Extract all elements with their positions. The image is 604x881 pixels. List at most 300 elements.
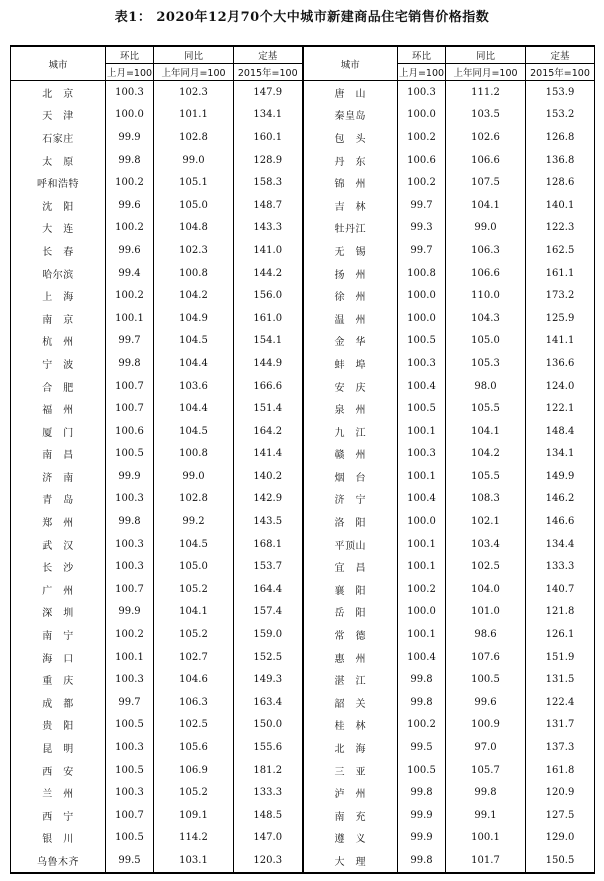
table-row xyxy=(11,601,595,624)
right-mom-cell: 99.5 xyxy=(398,736,446,759)
table-row xyxy=(11,81,595,104)
right-city-cell: 无 锡 xyxy=(303,239,398,262)
left-city-cell: 长 沙 xyxy=(11,555,106,578)
left-base-cell: 120.3 xyxy=(234,849,303,873)
table-row xyxy=(11,646,595,669)
right-yoy-cell: 106.6 xyxy=(446,149,526,172)
right-city-cell: 锦 州 xyxy=(303,171,398,194)
left-yoy-cell: 102.7 xyxy=(154,646,234,669)
left-mom-cell: 99.6 xyxy=(106,194,154,217)
right-mom-cell: 100.2 xyxy=(398,126,446,149)
left-yoy-cell: 104.5 xyxy=(154,330,234,353)
right-yoy-cell: 104.0 xyxy=(446,578,526,601)
right-yoy-cell: 100.5 xyxy=(446,668,526,691)
left-mom-cell: 100.5 xyxy=(106,827,154,850)
right-base-cell: 129.0 xyxy=(526,827,595,850)
left-city-cell: 太 原 xyxy=(11,149,106,172)
yoy-header-right: 同比 xyxy=(446,46,526,64)
left-city-cell: 福 州 xyxy=(11,397,106,420)
left-base-cell: 143.5 xyxy=(234,510,303,533)
right-base-cell: 137.3 xyxy=(526,736,595,759)
left-mom-cell: 99.6 xyxy=(106,239,154,262)
right-base-cell: 146.2 xyxy=(526,488,595,511)
table-row xyxy=(11,443,595,466)
right-base-cell: 131.5 xyxy=(526,668,595,691)
left-yoy-cell: 105.2 xyxy=(154,623,234,646)
right-base-cell: 122.4 xyxy=(526,691,595,714)
left-mom-cell: 100.7 xyxy=(106,375,154,398)
right-base-cell: 126.1 xyxy=(526,623,595,646)
right-yoy-cell: 104.2 xyxy=(446,443,526,466)
right-mom-cell: 99.3 xyxy=(398,217,446,240)
table-row xyxy=(11,104,595,127)
right-mom-cell: 100.5 xyxy=(398,759,446,782)
left-base-cell: 155.6 xyxy=(234,736,303,759)
right-base-cell: 122.3 xyxy=(526,217,595,240)
left-yoy-cell: 104.9 xyxy=(154,307,234,330)
left-base-cell: 153.7 xyxy=(234,555,303,578)
right-city-cell: 蚌 埠 xyxy=(303,352,398,375)
left-base-cell: 143.3 xyxy=(234,217,303,240)
left-city-cell: 宁 波 xyxy=(11,352,106,375)
right-yoy-cell: 99.6 xyxy=(446,691,526,714)
left-yoy-cell: 103.6 xyxy=(154,375,234,398)
right-yoy-cell: 99.1 xyxy=(446,804,526,827)
left-city-cell: 呼和浩特 xyxy=(11,171,106,194)
right-mom-cell: 100.0 xyxy=(398,307,446,330)
left-base-cell: 148.5 xyxy=(234,804,303,827)
right-mom-cell: 100.4 xyxy=(398,375,446,398)
right-base-cell: 162.5 xyxy=(526,239,595,262)
right-base-cell: 149.9 xyxy=(526,465,595,488)
right-base-cell: 120.9 xyxy=(526,781,595,804)
left-city-cell: 成 都 xyxy=(11,691,106,714)
left-mom-cell: 100.5 xyxy=(106,759,154,782)
left-city-cell: 郑 州 xyxy=(11,510,106,533)
right-mom-cell: 99.8 xyxy=(398,691,446,714)
right-base-cell: 151.9 xyxy=(526,646,595,669)
left-mom-cell: 100.3 xyxy=(106,781,154,804)
right-mom-cell: 100.3 xyxy=(398,352,446,375)
mom-subheader-left: 上月=100 xyxy=(106,64,154,81)
left-base-cell: 159.0 xyxy=(234,623,303,646)
right-yoy-cell: 105.7 xyxy=(446,759,526,782)
left-city-cell: 乌鲁木齐 xyxy=(11,849,106,873)
left-base-cell: 163.4 xyxy=(234,691,303,714)
right-city-cell: 济 宁 xyxy=(303,488,398,511)
right-city-cell: 北 海 xyxy=(303,736,398,759)
right-city-cell: 湛 江 xyxy=(303,668,398,691)
table-row xyxy=(11,510,595,533)
right-yoy-cell: 103.4 xyxy=(446,533,526,556)
left-base-cell: 128.9 xyxy=(234,149,303,172)
left-mom-cell: 100.3 xyxy=(106,81,154,104)
left-base-cell: 156.0 xyxy=(234,284,303,307)
right-base-cell: 124.0 xyxy=(526,375,595,398)
left-city-cell: 青 岛 xyxy=(11,488,106,511)
right-base-cell: 128.6 xyxy=(526,171,595,194)
right-mom-cell: 100.0 xyxy=(398,601,446,624)
right-base-cell: 140.7 xyxy=(526,578,595,601)
left-base-cell: 133.3 xyxy=(234,781,303,804)
right-city-cell: 牡丹江 xyxy=(303,217,398,240)
left-mom-cell: 100.0 xyxy=(106,104,154,127)
right-city-cell: 九 江 xyxy=(303,420,398,443)
right-yoy-cell: 101.7 xyxy=(446,849,526,873)
left-mom-cell: 99.5 xyxy=(106,849,154,873)
left-yoy-cell: 106.9 xyxy=(154,759,234,782)
left-mom-cell: 100.6 xyxy=(106,420,154,443)
left-yoy-cell: 104.6 xyxy=(154,668,234,691)
left-mom-cell: 99.8 xyxy=(106,352,154,375)
left-city-cell: 杭 州 xyxy=(11,330,106,353)
right-base-cell: 161.8 xyxy=(526,759,595,782)
base-header-left: 定基 xyxy=(234,46,303,64)
right-city-cell: 烟 台 xyxy=(303,465,398,488)
left-yoy-cell: 105.6 xyxy=(154,736,234,759)
left-yoy-cell: 104.8 xyxy=(154,217,234,240)
right-city-cell: 唐 山 xyxy=(303,81,398,104)
left-base-cell: 141.4 xyxy=(234,443,303,466)
table-row xyxy=(11,149,595,172)
right-mom-cell: 99.7 xyxy=(398,239,446,262)
right-city-cell: 扬 州 xyxy=(303,262,398,285)
city-header-left: 城市 xyxy=(11,46,106,81)
mom-header-right: 环比 xyxy=(398,46,446,64)
right-mom-cell: 100.4 xyxy=(398,488,446,511)
left-yoy-cell: 104.5 xyxy=(154,420,234,443)
left-mom-cell: 100.1 xyxy=(106,307,154,330)
right-mom-cell: 99.8 xyxy=(398,668,446,691)
left-yoy-cell: 102.5 xyxy=(154,714,234,737)
left-yoy-cell: 105.0 xyxy=(154,194,234,217)
left-city-cell: 重 庆 xyxy=(11,668,106,691)
right-city-cell: 安 庆 xyxy=(303,375,398,398)
left-yoy-cell: 106.3 xyxy=(154,691,234,714)
table-row xyxy=(11,262,595,285)
left-mom-cell: 100.5 xyxy=(106,443,154,466)
table-row xyxy=(11,714,595,737)
right-city-cell: 韶 关 xyxy=(303,691,398,714)
table-row xyxy=(11,827,595,850)
right-city-cell: 遵 义 xyxy=(303,827,398,850)
left-yoy-cell: 105.2 xyxy=(154,781,234,804)
right-yoy-cell: 101.0 xyxy=(446,601,526,624)
table-row xyxy=(11,171,595,194)
right-base-cell: 126.8 xyxy=(526,126,595,149)
left-city-cell: 贵 阳 xyxy=(11,714,106,737)
left-mom-cell: 100.3 xyxy=(106,488,154,511)
right-base-cell: 121.8 xyxy=(526,601,595,624)
right-mom-cell: 100.1 xyxy=(398,555,446,578)
right-mom-cell: 100.0 xyxy=(398,284,446,307)
left-mom-cell: 99.8 xyxy=(106,149,154,172)
right-city-cell: 秦皇岛 xyxy=(303,104,398,127)
right-city-cell: 泉 州 xyxy=(303,397,398,420)
right-base-cell: 134.1 xyxy=(526,443,595,466)
left-mom-cell: 99.7 xyxy=(106,330,154,353)
right-yoy-cell: 102.5 xyxy=(446,555,526,578)
right-mom-cell: 100.1 xyxy=(398,465,446,488)
right-base-cell: 127.5 xyxy=(526,804,595,827)
left-yoy-cell: 104.5 xyxy=(154,533,234,556)
right-yoy-cell: 105.5 xyxy=(446,465,526,488)
right-yoy-cell: 105.5 xyxy=(446,397,526,420)
left-base-cell: 150.0 xyxy=(234,714,303,737)
left-mom-cell: 99.7 xyxy=(106,691,154,714)
left-base-cell: 160.1 xyxy=(234,126,303,149)
left-city-cell: 西 宁 xyxy=(11,804,106,827)
left-mom-cell: 100.5 xyxy=(106,714,154,737)
left-yoy-cell: 102.8 xyxy=(154,488,234,511)
left-yoy-cell: 99.0 xyxy=(154,465,234,488)
left-base-cell: 151.4 xyxy=(234,397,303,420)
right-base-cell: 122.1 xyxy=(526,397,595,420)
table-row xyxy=(11,533,595,556)
left-base-cell: 164.2 xyxy=(234,420,303,443)
table-row xyxy=(11,397,595,420)
table-row xyxy=(11,804,595,827)
left-base-cell: 158.3 xyxy=(234,171,303,194)
right-mom-cell: 99.9 xyxy=(398,804,446,827)
right-yoy-cell: 100.9 xyxy=(446,714,526,737)
right-mom-cell: 100.3 xyxy=(398,81,446,104)
right-yoy-cell: 97.0 xyxy=(446,736,526,759)
left-base-cell: 140.2 xyxy=(234,465,303,488)
right-mom-cell: 99.8 xyxy=(398,781,446,804)
left-mom-cell: 100.2 xyxy=(106,217,154,240)
right-city-cell: 岳 阳 xyxy=(303,601,398,624)
yoy-subheader-right: 上年同月=100 xyxy=(446,64,526,81)
left-yoy-cell: 102.8 xyxy=(154,126,234,149)
table-row xyxy=(11,781,595,804)
right-mom-cell: 100.2 xyxy=(398,171,446,194)
right-yoy-cell: 104.1 xyxy=(446,194,526,217)
right-mom-cell: 100.5 xyxy=(398,397,446,420)
table-row xyxy=(11,759,595,782)
yoy-header-left: 同比 xyxy=(154,46,234,64)
right-mom-cell: 99.7 xyxy=(398,194,446,217)
right-mom-cell: 100.1 xyxy=(398,533,446,556)
left-base-cell: 141.0 xyxy=(234,239,303,262)
right-yoy-cell: 111.2 xyxy=(446,81,526,104)
left-base-cell: 152.5 xyxy=(234,646,303,669)
right-mom-cell: 100.4 xyxy=(398,646,446,669)
right-mom-cell: 100.2 xyxy=(398,578,446,601)
right-mom-cell: 99.9 xyxy=(398,827,446,850)
table-row xyxy=(11,736,595,759)
right-yoy-cell: 110.0 xyxy=(446,284,526,307)
left-yoy-cell: 104.1 xyxy=(154,601,234,624)
right-city-cell: 襄 阳 xyxy=(303,578,398,601)
city-header-right: 城市 xyxy=(303,46,398,81)
left-city-cell: 哈尔滨 xyxy=(11,262,106,285)
left-city-cell: 济 南 xyxy=(11,465,106,488)
right-base-cell: 161.1 xyxy=(526,262,595,285)
table-row xyxy=(11,420,595,443)
table-row xyxy=(11,330,595,353)
table-row xyxy=(11,555,595,578)
right-city-cell: 惠 州 xyxy=(303,646,398,669)
right-mom-cell: 100.3 xyxy=(398,443,446,466)
left-city-cell: 昆 明 xyxy=(11,736,106,759)
table-row xyxy=(11,307,595,330)
table-row xyxy=(11,284,595,307)
right-yoy-cell: 106.3 xyxy=(446,239,526,262)
left-base-cell: 181.2 xyxy=(234,759,303,782)
left-base-cell: 147.9 xyxy=(234,81,303,104)
right-yoy-cell: 98.6 xyxy=(446,623,526,646)
left-base-cell: 144.2 xyxy=(234,262,303,285)
right-yoy-cell: 99.0 xyxy=(446,217,526,240)
left-mom-cell: 99.8 xyxy=(106,510,154,533)
right-base-cell: 140.1 xyxy=(526,194,595,217)
yoy-subheader-left: 上年同月=100 xyxy=(154,64,234,81)
table-row xyxy=(11,668,595,691)
right-city-cell: 宜 昌 xyxy=(303,555,398,578)
right-base-cell: 148.4 xyxy=(526,420,595,443)
left-city-cell: 广 州 xyxy=(11,578,106,601)
table-row xyxy=(11,691,595,714)
right-city-cell: 平顶山 xyxy=(303,533,398,556)
right-base-cell: 136.8 xyxy=(526,149,595,172)
right-yoy-cell: 107.6 xyxy=(446,646,526,669)
table-row xyxy=(11,488,595,511)
table-body xyxy=(11,81,595,873)
right-base-cell: 136.6 xyxy=(526,352,595,375)
table-row xyxy=(11,849,595,873)
left-base-cell: 148.7 xyxy=(234,194,303,217)
left-city-cell: 厦 门 xyxy=(11,420,106,443)
right-yoy-cell: 100.1 xyxy=(446,827,526,850)
right-yoy-cell: 104.3 xyxy=(446,307,526,330)
right-city-cell: 赣 州 xyxy=(303,443,398,466)
left-base-cell: 149.3 xyxy=(234,668,303,691)
table-row xyxy=(11,375,595,398)
left-city-cell: 南 宁 xyxy=(11,623,106,646)
right-yoy-cell: 103.5 xyxy=(446,104,526,127)
right-mom-cell: 100.5 xyxy=(398,330,446,353)
left-mom-cell: 99.4 xyxy=(106,262,154,285)
left-yoy-cell: 102.3 xyxy=(154,81,234,104)
left-base-cell: 144.9 xyxy=(234,352,303,375)
left-city-cell: 深 圳 xyxy=(11,601,106,624)
right-yoy-cell: 102.1 xyxy=(446,510,526,533)
left-mom-cell: 100.3 xyxy=(106,668,154,691)
right-mom-cell: 100.6 xyxy=(398,149,446,172)
left-base-cell: 154.1 xyxy=(234,330,303,353)
right-yoy-cell: 108.3 xyxy=(446,488,526,511)
right-yoy-cell: 102.6 xyxy=(446,126,526,149)
left-mom-cell: 100.1 xyxy=(106,646,154,669)
table-row xyxy=(11,239,595,262)
left-city-cell: 天 津 xyxy=(11,104,106,127)
left-base-cell: 134.1 xyxy=(234,104,303,127)
right-yoy-cell: 107.5 xyxy=(446,171,526,194)
table-title: 表1： 2020年12月70个大中城市新建商品住宅销售价格指数 xyxy=(114,10,490,25)
left-yoy-cell: 102.3 xyxy=(154,239,234,262)
left-city-cell: 上 海 xyxy=(11,284,106,307)
left-mom-cell: 100.7 xyxy=(106,804,154,827)
right-city-cell: 洛 阳 xyxy=(303,510,398,533)
left-mom-cell: 100.3 xyxy=(106,736,154,759)
left-city-cell: 武 汉 xyxy=(11,533,106,556)
right-city-cell: 金 华 xyxy=(303,330,398,353)
right-base-cell: 153.9 xyxy=(526,81,595,104)
base-subheader-left: 2015年=100 xyxy=(234,64,303,81)
left-mom-cell: 100.2 xyxy=(106,284,154,307)
left-city-cell: 西 安 xyxy=(11,759,106,782)
price-index-table xyxy=(10,45,595,874)
left-city-cell: 南 京 xyxy=(11,307,106,330)
right-mom-cell: 100.1 xyxy=(398,623,446,646)
left-mom-cell: 100.3 xyxy=(106,555,154,578)
left-yoy-cell: 101.1 xyxy=(154,104,234,127)
base-subheader-right: 2015年=100 xyxy=(526,64,595,81)
right-mom-cell: 100.0 xyxy=(398,104,446,127)
left-base-cell: 164.4 xyxy=(234,578,303,601)
table-row xyxy=(11,217,595,240)
left-city-cell: 长 春 xyxy=(11,239,106,262)
right-city-cell: 温 州 xyxy=(303,307,398,330)
right-yoy-cell: 98.0 xyxy=(446,375,526,398)
right-yoy-cell: 99.8 xyxy=(446,781,526,804)
left-city-cell: 合 肥 xyxy=(11,375,106,398)
table-row xyxy=(11,465,595,488)
left-mom-cell: 99.9 xyxy=(106,465,154,488)
right-base-cell: 133.3 xyxy=(526,555,595,578)
right-base-cell: 131.7 xyxy=(526,714,595,737)
left-city-cell: 银 川 xyxy=(11,827,106,850)
left-yoy-cell: 104.4 xyxy=(154,352,234,375)
left-base-cell: 168.1 xyxy=(234,533,303,556)
left-city-cell: 北 京 xyxy=(11,81,106,104)
left-yoy-cell: 104.2 xyxy=(154,284,234,307)
right-city-cell: 南 充 xyxy=(303,804,398,827)
right-base-cell: 125.9 xyxy=(526,307,595,330)
left-city-cell: 兰 州 xyxy=(11,781,106,804)
right-base-cell: 141.1 xyxy=(526,330,595,353)
right-city-cell: 泸 州 xyxy=(303,781,398,804)
right-yoy-cell: 104.1 xyxy=(446,420,526,443)
left-yoy-cell: 104.4 xyxy=(154,397,234,420)
table-row xyxy=(11,578,595,601)
mom-subheader-right: 上月=100 xyxy=(398,64,446,81)
left-mom-cell: 100.2 xyxy=(106,623,154,646)
right-city-cell: 包 头 xyxy=(303,126,398,149)
right-city-cell: 常 德 xyxy=(303,623,398,646)
right-mom-cell: 99.8 xyxy=(398,849,446,873)
right-base-cell: 173.2 xyxy=(526,284,595,307)
left-mom-cell: 100.7 xyxy=(106,578,154,601)
left-mom-cell: 99.9 xyxy=(106,601,154,624)
left-mom-cell: 100.7 xyxy=(106,397,154,420)
left-yoy-cell: 99.0 xyxy=(154,149,234,172)
base-header-right: 定基 xyxy=(526,46,595,64)
left-yoy-cell: 100.8 xyxy=(154,443,234,466)
left-base-cell: 157.4 xyxy=(234,601,303,624)
left-mom-cell: 100.2 xyxy=(106,171,154,194)
left-yoy-cell: 114.2 xyxy=(154,827,234,850)
right-base-cell: 153.2 xyxy=(526,104,595,127)
right-yoy-cell: 105.0 xyxy=(446,330,526,353)
left-base-cell: 161.0 xyxy=(234,307,303,330)
right-mom-cell: 100.2 xyxy=(398,714,446,737)
right-city-cell: 吉 林 xyxy=(303,194,398,217)
left-base-cell: 166.6 xyxy=(234,375,303,398)
table-row xyxy=(11,352,595,375)
table-row xyxy=(11,623,595,646)
